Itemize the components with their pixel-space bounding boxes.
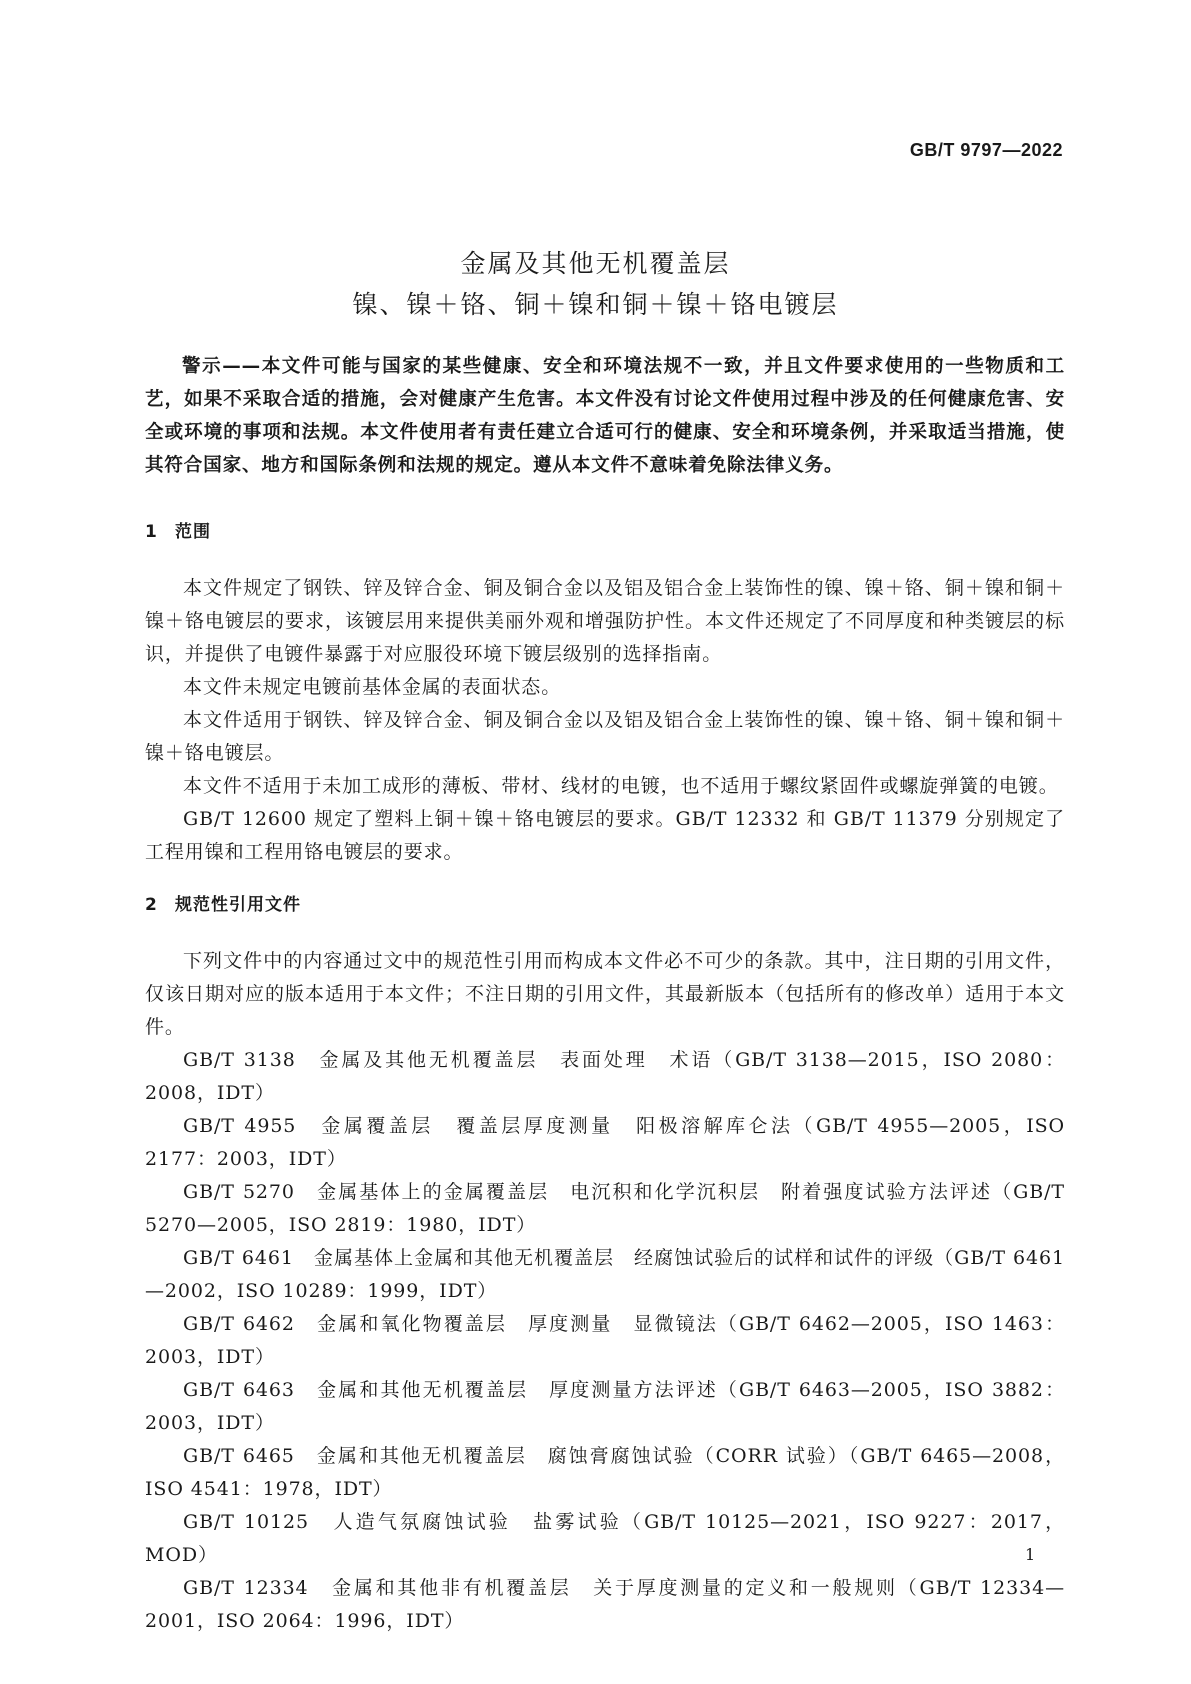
paragraph: 本文件适用于钢铁、锌及锌合金、铜及铜合金以及铝及铝合金上装饰性的镍、镍＋铬、铜＋镍和铜＋镍＋铬电镀层。 — [145, 709, 1065, 764]
section-title: 规范性引用文件 — [175, 895, 301, 915]
section-2-body — [145, 945, 1065, 1638]
reference-item: GB/T 6462 金属和氧化物覆盖层 厚度测量 显微镜法（GB/T 6462—2005，ISO 1463：2003，IDT） — [145, 1313, 1065, 1368]
section-1-body — [145, 572, 1065, 869]
reference-item: GB/T 10125 人造气氛腐蚀试验 盐雾试验（GB/T 10125—2021，ISO 9227：2017，MOD） — [145, 1511, 1065, 1566]
title-line-1: 金属及其他无机覆盖层 — [460, 249, 731, 278]
reference-item: GB/T 4955 金属覆盖层 覆盖层厚度测量 阳极溶解库仑法（GB/T 4955—2005，ISO 2177：2003，IDT） — [145, 1115, 1065, 1170]
section-title: 范围 — [175, 522, 211, 542]
intro-paragraph: 下列文件中的内容通过文中的规范性引用而构成本文件必不可少的条款。其中，注日期的引用文件，仅该日期对应的版本适用于本文件；不注日期的引用文件，其最新版本（包括所有的修改单）适用于本文件。 — [145, 950, 1065, 1038]
warning-notice — [145, 350, 1065, 482]
paragraph: 本文件不适用于未加工成形的薄板、带材、线材的电镀，也不适用于螺纹紧固件或螺旋弹簧的电镀。 — [183, 775, 1059, 797]
document-title — [0, 243, 1191, 325]
section-1-heading — [145, 517, 211, 542]
page-number: 1 — [1025, 1545, 1036, 1564]
reference-item: GB/T 6465 金属和其他无机覆盖层 腐蚀膏腐蚀试验（CORR 试验）（GB/T 6465—2008，ISO 4541：1978，IDT） — [145, 1445, 1065, 1500]
paragraph: 本文件规定了钢铁、锌及锌合金、铜及铜合金以及铝及铝合金上装饰性的镍、镍＋铬、铜＋镍和铜＋镍＋铬电镀层的要求，该镀层用来提供美丽外观和增强防护性。本文件还规定了不同厚度和种类镀层的标识，并提供了电镀件暴露于对应服役环境下镀层级别的选择指南。 — [145, 577, 1065, 665]
warning-text: 警示——本文件可能与国家的某些健康、安全和环境法规不一致，并且文件要求使用的一些物质和工艺，如果不采取合适的措施，会对健康产生危害。本文件没有讨论文件使用过程中涉及的任何健康危害、安全或环境的事项和法规。本文件使用者有责任建立合适可行的健康、安全和环境条例，并采取适当措施，使其符合国家、地方和国际条例和法规的规定。遵从本文件不意味着免除法律义务。 — [145, 356, 1065, 476]
section-number: 1 — [145, 522, 158, 542]
section-2-heading — [145, 890, 301, 915]
paragraph: GB/T 12600 规定了塑料上铜＋镍＋铬电镀层的要求。GB/T 12332 和 GB/T 11379 分别规定了工程用镍和工程用铬电镀层的要求。 — [145, 808, 1065, 863]
reference-item: GB/T 5270 金属基体上的金属覆盖层 电沉积和化学沉积层 附着强度试验方法评述（GB/T 5270—2005，ISO 2819：1980，IDT） — [145, 1181, 1065, 1236]
section-number: 2 — [145, 895, 158, 915]
reference-item: GB/T 6463 金属和其他无机覆盖层 厚度测量方法评述（GB/T 6463—2005，ISO 3882：2003，IDT） — [145, 1379, 1065, 1434]
standard-number: GB/T 9797—2022 — [909, 140, 1063, 160]
reference-item: GB/T 3138 金属及其他无机覆盖层 表面处理 术语（GB/T 3138—2015，ISO 2080：2008，IDT） — [145, 1049, 1065, 1104]
reference-item: GB/T 6461 金属基体上金属和其他无机覆盖层 经腐蚀试验后的试样和试件的评级（GB/T 6461—2002，ISO 10289：1999，IDT） — [145, 1247, 1065, 1302]
title-line-2: 镍、镍＋铬、铜＋镍和铜＋镍＋铬电镀层 — [352, 290, 839, 319]
reference-item: GB/T 12334 金属和其他非有机覆盖层 关于厚度测量的定义和一般规则（GB/T 12334—2001，ISO 2064：1996，IDT） — [145, 1577, 1065, 1632]
paragraph: 本文件未规定电镀前基体金属的表面状态。 — [183, 676, 562, 698]
